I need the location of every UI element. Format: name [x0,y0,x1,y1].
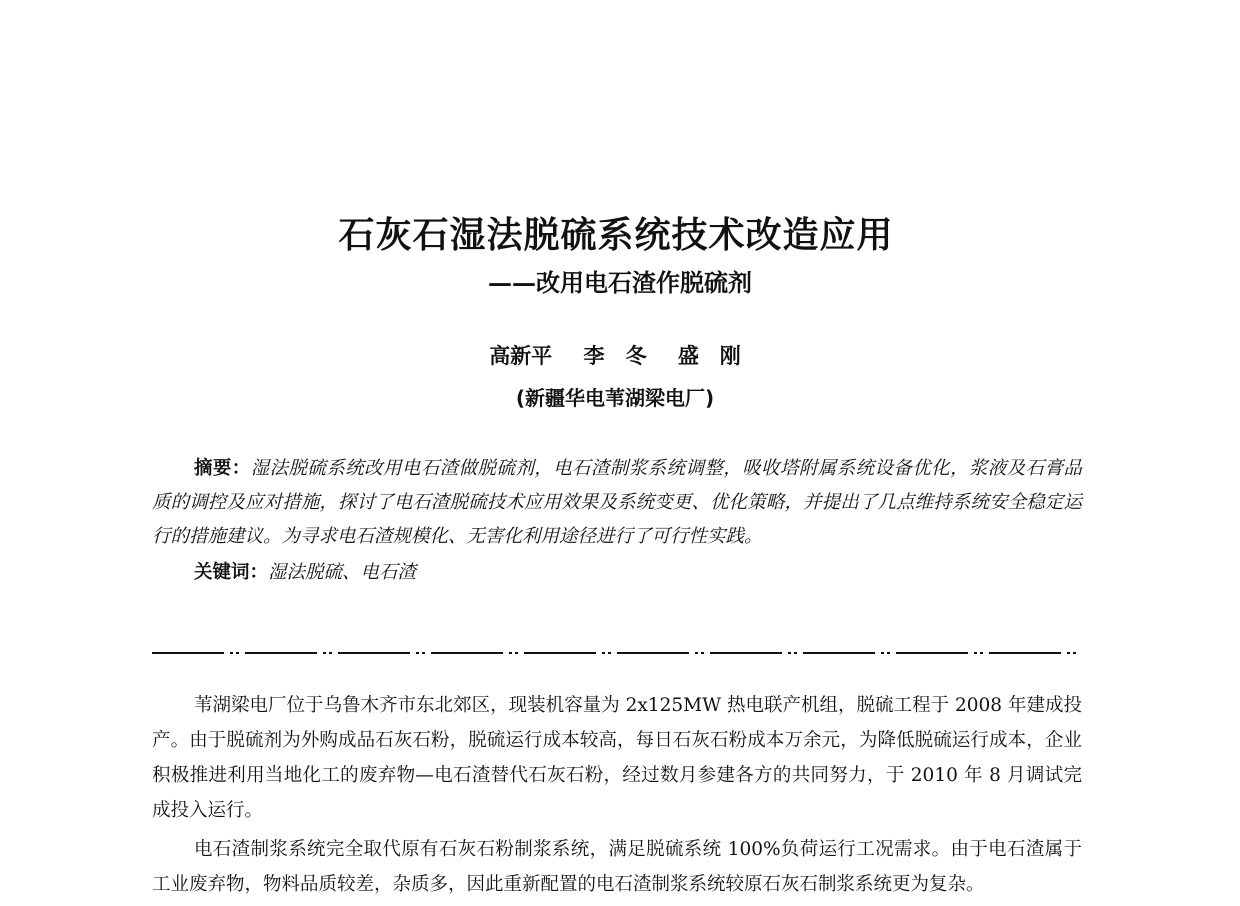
author-affiliation: (新疆华电苇湖梁电厂) [515,386,715,410]
author-name: 高新平 [489,344,553,368]
author-name: 盛 刚 [677,344,741,368]
abstract-paragraph [152,452,1082,554]
keywords-text: 湿法脱硫、电石渣 [268,562,417,583]
section-divider [152,652,1082,654]
body-text [152,688,1082,906]
author-list [0,340,1230,372]
keywords-block [194,556,416,590]
paper-subtitle: ——改用电石渣作脱硫剂 [488,268,752,297]
keywords-label: 关键词： [194,562,269,583]
author-name: 李 冬 [583,344,647,368]
body-paragraph: 苇湖梁电厂位于乌鲁木齐市东北郊区，现装机容量为 2x125MW 热电联产机组，脱硫工程于 2008 年建成投产。由于脱硫剂为外购成品石灰石粉，脱硫运行成本较高，每日石灰石粉成本万余元，为降低脱硫运行成本，企业积极推进利用当地化工的废弃物—电石渣替代石灰石粉，经过数月参建各方的共同努力，于 2010 年 8 月调试完成投入运行。 [152,695,1082,821]
abstract-label: 摘要： [194,458,251,479]
abstract-block [152,452,1082,554]
abstract-text: 湿法脱硫系统改用电石渣做脱硫剂，电石渣制浆系统调整，吸收塔附属系统设备优化，浆液及石膏品质的调控及应对措施，探讨了电石渣脱硫技术应用效果及系统变更、优化策略，并提出了几点维持系统安全稳定运行的措施建议。为寻求电石渣规模化、无害化利用途径进行了可行性实践。 [152,458,1082,547]
body-paragraph: 电石渣制浆系统完全取代原有石灰石粉制浆系统，满足脱硫系统 100%负荷运行工况需求。由于电石渣属于工业废弃物，物料品质较差，杂质多，因此重新配置的电石渣制浆系统较原石灰石制浆系统更为复杂。 [152,839,1082,895]
paper-title: 石灰石湿法脱硫系统技术改造应用 [338,215,894,256]
